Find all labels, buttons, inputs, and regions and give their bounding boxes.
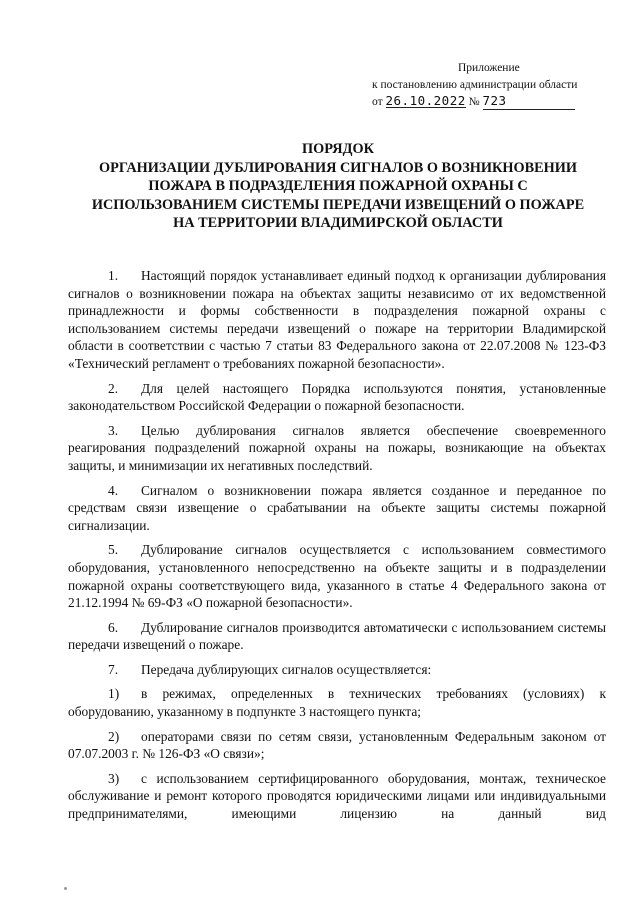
subparagraph-1	[68, 685, 606, 720]
number-prefix: №	[468, 96, 480, 108]
date-prefix: от	[372, 96, 383, 108]
paragraph-text: Дублирование сигналов производится автоматически с использованием системы передачи извещений о пожаре.	[68, 619, 606, 653]
paragraph-number: 1.	[108, 268, 119, 283]
title-line: НА ТЕРРИТОРИИ ВЛАДИМИРСКОЙ ОБЛАСТИ	[173, 215, 503, 231]
subparagraph-2	[68, 728, 606, 763]
scan-speck	[64, 887, 67, 890]
subparagraph-text: в режимах, определенных в технических требованиях (условиях) к оборудованию, указанному в подпункте 3 настоящего пункта;	[68, 686, 606, 720]
subparagraph-3	[68, 770, 606, 823]
title-line: ИСПОЛЬЗОВАНИЕМ СИСТЕМЫ ПЕРЕДАЧИ ИЗВЕЩЕНИЙ О ПОЖАРЕ	[91, 196, 585, 213]
subparagraph-number: 3)	[108, 770, 120, 786]
appendix-block	[372, 60, 612, 111]
paragraph-7	[68, 661, 606, 679]
paragraph-4	[68, 482, 606, 535]
document-title	[60, 140, 616, 233]
paragraph-number: 2.	[108, 380, 119, 396]
paragraph-number: 4.	[108, 482, 119, 498]
subparagraph-number: 2)	[108, 728, 120, 744]
paragraph-6	[68, 619, 606, 654]
title-line: ОРГАНИЗАЦИИ ДУБЛИРОВАНИЯ СИГНАЛОВ О ВОЗНИКНОВЕНИИ	[98, 159, 578, 176]
document-body	[68, 267, 606, 830]
appendix-date-line	[372, 94, 612, 111]
paragraph-1	[68, 267, 606, 373]
decree-number-field	[483, 94, 575, 110]
appendix-decree-line: к постановлению администрации области	[372, 79, 578, 91]
paragraph-3	[68, 422, 606, 475]
paragraph-text: Дублирование сигналов осуществляется с использованием совместимого оборудования, установленного непосредственно на объекте защиты и в подразделении пожарной охраны соответствующего вида, указанного в статье 4 Федерального закона от 21.12.1994 № 69-ФЗ «О пожарной безопасности».	[68, 542, 606, 611]
paragraph-text: Сигналом о возникновении пожара является созданное и переданное по средствам связи извещение о срабатывании на объекте защиты системы пожарной сигнализации.	[68, 482, 606, 533]
subparagraph-text: операторами связи по сетям связи, установленным Федеральным законом от 07.07.2003 г. № 126-ФЗ «О связи»;	[68, 728, 606, 762]
paragraph-number: 6.	[108, 619, 119, 635]
title-line: ПОЖАРА В ПОДРАЗДЕЛЕНИЯ ПОЖАРНОЙ ОХРАНЫ С	[148, 178, 528, 194]
paragraph-number: 3.	[108, 422, 119, 438]
paragraph-text: Целью дублирования сигналов является обеспечение своевременного реагирования подразделений пожарной охраны на пожары, возникающие на объектах защиты, и минимизации их негативных последствий.	[68, 422, 606, 473]
paragraph-2	[68, 380, 606, 415]
paragraph-text: Для целей настоящего Порядка используются понятия, установленные законодательством Российской Федерации о пожарной безопасности.	[68, 380, 606, 414]
paragraph-number: 7.	[108, 661, 119, 677]
paragraph-number: 5.	[108, 542, 119, 558]
subparagraph-text: с использованием сертифицированного оборудования, монтаж, техническое обслуживание и ремонт которого проводятся юридическими лицами или индивидуальными предпринимателями, имеющими лицензию на данный вид	[68, 770, 606, 822]
subparagraph-number: 1)	[108, 686, 120, 702]
title-line: ПОРЯДОК	[302, 141, 374, 157]
appendix-title: Приложение	[458, 62, 520, 74]
paragraph-text: Настоящий порядок устанавливает единый подход к организации дублирования сигналов о возникновении пожара на объектах защиты независимо от их ведомственной принадлежности и формы собственности в подразделения пожарной охраны с использованием системы передачи извещений о пожаре на территории Владимирской области в соответствии с частью 7 статьи 83 Федерального закона от 22.07.2008 № 123-ФЗ «Технический регламент о требованиях пожарной безопасности».	[68, 268, 606, 371]
decree-number: 723	[482, 93, 507, 108]
decree-date: 26.10.2022	[385, 93, 466, 108]
paragraph-5	[68, 541, 606, 611]
paragraph-text: Передача дублирующих сигналов осуществляется:	[141, 661, 432, 677]
